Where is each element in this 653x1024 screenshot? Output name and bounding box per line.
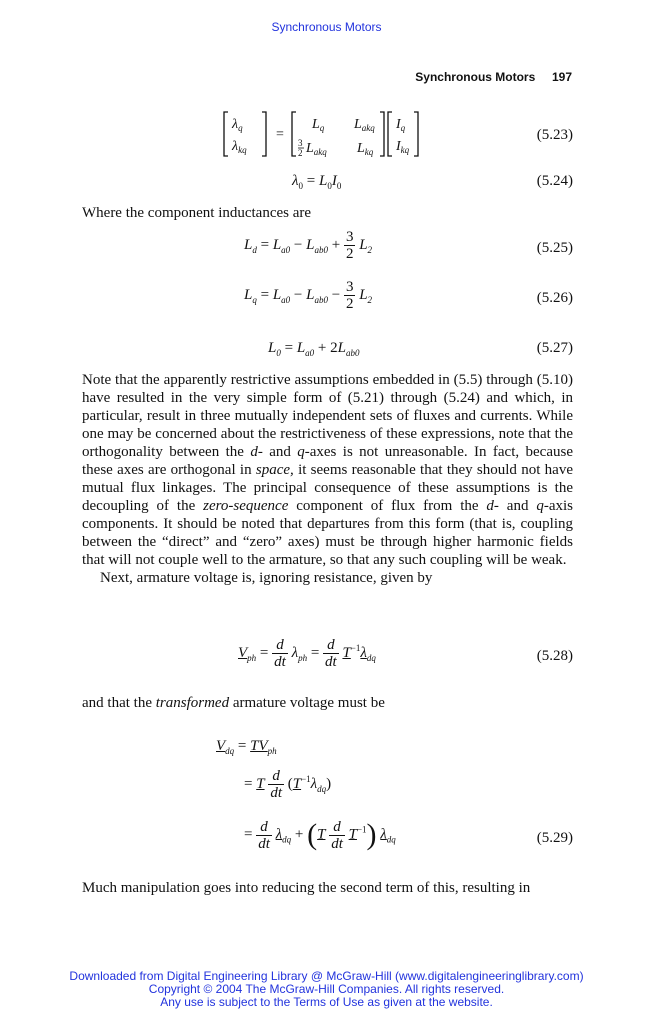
footer-line: Copyright © 2004 The McGraw-Hill Companies. All rights reserved. (148, 982, 505, 996)
equation-number: (5.25) (536, 240, 573, 256)
svg-text:Lkq: $L_{kq}$ (357, 141, 374, 157)
equation-number: (5.27) (536, 340, 573, 356)
chapter-banner: Synchronous Motors (271, 20, 382, 34)
svg-text:Ikq: $I_{kq}$ (396, 139, 410, 155)
svg-text:Lakq: $L_{akq}$ (354, 117, 375, 133)
paragraph: Note that the apparently restrictive assumptions embedded in (5.5) through (5.10) have resulted in the very simple form of (5.21) through (5.24) and which, in particular, result in three mutually independent sets of fluxes and currents. While one may be concerned about the restrictiveness of these expressions, note that the orthogonality between the d- and q-axes is not unreasonable. In fact, because these axes are orthogonal in space, it seems reasonable that they should not have mutual flux linkages. The principal consequence of these assumptions is the decoupling of the zero-sequence component of flux from the d- and q-axis components. It should be noted that departures from this form (that is, coupling between the “direct” and “zero” axes) must be through higher harmonic fields that will not couple well to the armature, so that any such coupling will be weak. (82, 372, 573, 568)
equation-5-27: $L_0 = L_{a0} + 2L_{ab0}$ (268, 340, 360, 358)
footer-line: Any use is subject to the Terms of Use as given at the website. (160, 995, 493, 1009)
download-notice (0, 970, 653, 1009)
equation-5-28: $V_{ph}$ = $\frac{d}{dt}$ $\lambda_{ph}$ = $\frac{d}{dt}$ $T^{-1}\lambda_{dq}$ (238, 637, 376, 670)
paragraph: Next, armature voltage is, ignoring resistance, given by (100, 570, 433, 586)
svg-text:Lq: $L_q$ (312, 117, 325, 133)
svg-text:3: 3 (298, 138, 303, 148)
equation-5-29-line-2: = T $\frac{d}{dt}$ $(T^{-1}\lambda_{dq})$ (244, 768, 332, 801)
svg-text:Iq: $I_q$ (396, 117, 406, 133)
page-number: 197 (551, 70, 572, 84)
svg-text:Lakq: $L_{akq}$ (306, 141, 327, 157)
paragraph: Where the component inductances are (82, 205, 312, 221)
equation-number: (5.26) (536, 290, 573, 306)
svg-text:λkq: $\lambda_{kq}$ (232, 139, 247, 155)
equation-5-24: $\lambda_0 = L_0I_0$ (292, 173, 342, 191)
equation-number: (5.24) (536, 173, 573, 189)
svg-text:λq: $\lambda_q$ (232, 117, 243, 133)
equation-number: (5.29) (536, 830, 573, 846)
equation-5-29-line-1: $V_{dq} = TV_{ph}$ (216, 738, 277, 756)
running-head-title: Synchronous Motors (415, 70, 536, 84)
paragraph: and that the transformed armature voltage must be (82, 695, 385, 711)
equation-number: (5.28) (536, 648, 573, 664)
footer-line: Downloaded from Digital Engineering Library @ McGraw-Hill (www.digitalengineeringlibrary.com) (69, 969, 584, 983)
paragraph: Much manipulation goes into reducing the second term of this, resulting in (82, 880, 531, 896)
body-text (82, 371, 573, 587)
running-head (415, 70, 572, 84)
equation-5-23 (222, 108, 432, 160)
svg-text:2: 2 (298, 148, 303, 158)
equation-5-29-line-3: = $\frac{d}{dt}$ $\lambda_{dq} + (T$ $\frac{d}{dt}$ $T^{-1}$) $\lambda_{dq}$ (244, 818, 396, 852)
svg-text:=: = (276, 127, 284, 142)
equation-5-25: $L_d = L_{a0} - L_{ab0}$ + $\frac{3}{2}$ $L_2$ (244, 229, 373, 262)
equation-5-26: $L_q = L_{a0} - L_{ab0}$ − $\frac{3}{2}$ $L_2$ (244, 279, 373, 312)
equation-number: (5.23) (536, 127, 573, 143)
